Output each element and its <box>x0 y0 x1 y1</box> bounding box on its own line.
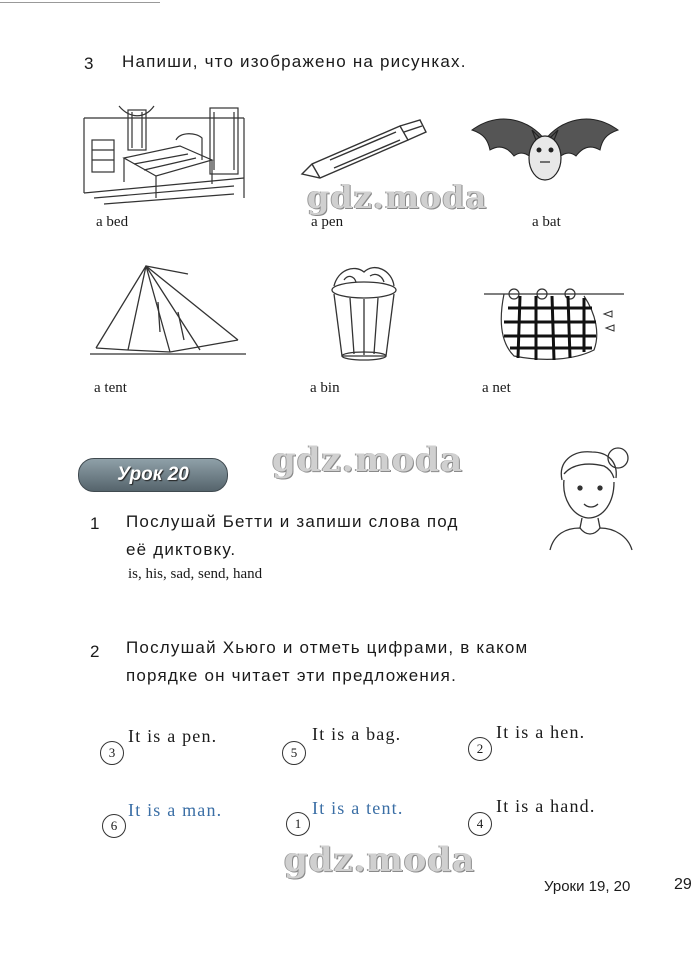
task3-instruction: Напиши, что изображено на рисунках. <box>122 52 467 71</box>
lesson-badge: Урок 20 <box>78 458 228 492</box>
top-rule <box>0 2 160 3</box>
order-circle[interactable]: 4 <box>468 812 492 836</box>
net-caption: a net <box>482 380 511 396</box>
sentence-hen: It is a hen. <box>496 722 586 742</box>
sentence-hand: It is a hand. <box>496 796 596 816</box>
order-circle[interactable]: 5 <box>282 741 306 765</box>
order-circle[interactable]: 1 <box>286 812 310 836</box>
pen-icon <box>300 116 440 186</box>
task1-instruction-line1: Послушай Бетти и запиши слова под <box>126 512 459 531</box>
page-number: 29 <box>674 876 692 893</box>
sentence-tent: It is a tent. <box>312 798 404 818</box>
pen-caption: a pen <box>311 214 344 230</box>
watermark: gdz.moda <box>307 178 488 216</box>
tent-caption: a tent <box>94 380 127 396</box>
bat-icon <box>470 110 620 205</box>
task1-answer: is, his, sad, send, hand <box>128 566 263 582</box>
bed-caption: a bed <box>96 214 129 230</box>
order-circle[interactable]: 6 <box>102 814 126 838</box>
girl-icon <box>548 444 638 554</box>
task3-number: 3 <box>84 54 94 73</box>
sentence-bag: It is a bag. <box>312 724 402 744</box>
bin-caption: a bin <box>310 380 340 396</box>
net-icon <box>484 284 624 364</box>
tent-icon <box>88 262 248 358</box>
watermark: gdz.moda <box>284 840 476 880</box>
task2-instruction-line2: порядке он читает эти предложения. <box>126 666 458 685</box>
task1-instruction-line2: её диктовку. <box>126 540 237 559</box>
watermark: gdz.moda <box>272 440 464 480</box>
task1-number: 1 <box>90 514 100 533</box>
order-circle[interactable]: 3 <box>100 741 124 765</box>
bed-icon <box>84 98 244 208</box>
task2-instruction-line1: Послушай Хьюго и отметь цифрами, в каком <box>126 638 529 657</box>
sentence-man: It is a man. <box>128 800 223 820</box>
task2-number: 2 <box>90 642 100 661</box>
bin-icon <box>324 262 404 362</box>
bat-caption: a bat <box>532 214 561 230</box>
order-circle[interactable]: 2 <box>468 737 492 761</box>
sentence-pen: It is a pen. <box>128 726 218 746</box>
footer-lessons: Уроки 19, 20 <box>544 878 631 895</box>
